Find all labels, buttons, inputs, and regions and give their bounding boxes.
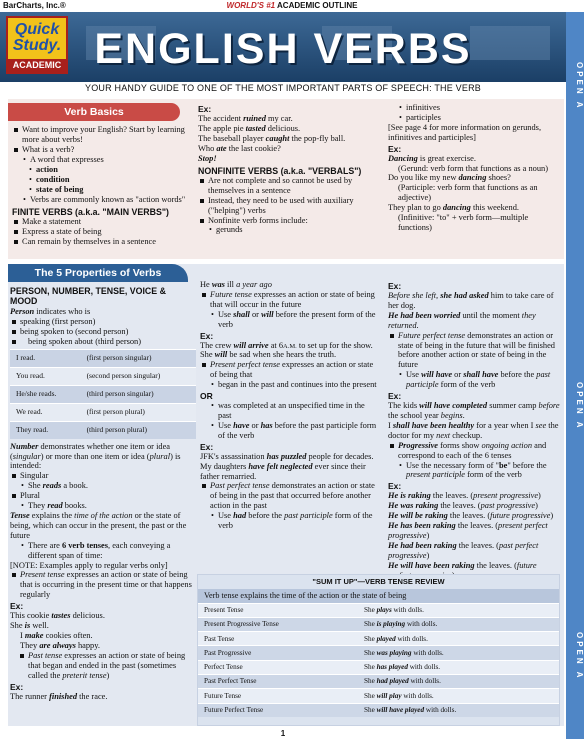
verb-basics-section (8, 99, 564, 259)
table-row: Past Perfect Tense She had played with dolls. (198, 675, 559, 689)
header-banner (0, 12, 566, 82)
example-line: The kids will have completed summer camp before the school year begins. (388, 401, 560, 420)
list-item: Future perfect tense demonstrates an action or state of being in the future that will be finished before another action or state of being in the future (388, 331, 560, 371)
example-line: They plan to go dancing this weekend. (388, 203, 519, 213)
sum-it-up-title: "SUM IT UP"—VERB TENSE REVIEW (312, 577, 445, 586)
list-item: Past tense expresses an action or state of being that began and ended in the past (sometimes called the preterit tense) (18, 651, 194, 681)
list-item: Progressive forms show ongoing action and correspond to each of the 6 tenses (388, 441, 560, 461)
quickstudy-logo: Quick Study. ACADEMIC (6, 16, 68, 74)
example-line: She will be sad when she hears the truth. (200, 350, 337, 360)
list-item: • Use had before the past participle form of the verb (200, 511, 380, 531)
example-line: He had been worried until the moment they returned. (388, 310, 536, 330)
page-title: ENGLISH VERBS (94, 25, 472, 73)
example-label: Ex: (198, 104, 212, 114)
table-row: I read. (first person singular) (10, 350, 196, 368)
example-line: The baseball player caught the pop-fly ball. (198, 133, 346, 143)
tenses-column (200, 280, 380, 531)
example-line: The apple pie tasted delicious. (198, 123, 301, 133)
table-row: Future Tense She will play with dolls. (198, 689, 559, 703)
list-item: Past perfect tense demonstrates an action or state of being in the past that occurred before another action in the past (200, 481, 380, 511)
paragraph: Person indicates who is (10, 306, 91, 316)
example-line: He is raking the leaves. (present progressive) (388, 491, 541, 501)
list-item: • A word that expresses (12, 155, 190, 165)
example-line: The crew will arrive at 6A.M. to set up for the show. (200, 340, 373, 350)
page-subtitle: YOUR HANDY GUIDE TO ONE OF THE MOST IMPORTANT PARTS OF SPEECH: THE VERB (85, 83, 481, 93)
list-item: action (36, 165, 58, 174)
list-item: Make a statement (12, 217, 190, 227)
section-heading: PERSON, NUMBER, TENSE, VOICE & MOOD (10, 286, 166, 307)
example-line: He will have been raking the leaves. (future (388, 560, 537, 570)
table-row: Perfect Tense She has played with dolls. (198, 660, 559, 674)
list-item: • Use have or has before the past participle form of the verb (200, 421, 380, 441)
example-line: He was raking the leaves. (past progressive) (388, 501, 538, 511)
table-row: They read. (third person plural) (10, 421, 196, 438)
example-label: Ex: (388, 281, 402, 291)
page-number: 1 (280, 729, 286, 738)
example-line: I shall have been healthy for a year when I see the doctor for my next checkup. (388, 420, 559, 440)
list-item: Future tense expresses an action or state of being that will occur in the future (200, 290, 380, 310)
top-bar (0, 0, 584, 12)
list-item: • Use shall or will before the present form of the verb (200, 310, 380, 330)
list-item: • There are 6 verb tenses, each conveying a different span of time: (10, 541, 194, 561)
list-item: • participles (388, 113, 560, 123)
paragraph: Tense explains the time of the action or the state of being, which can occur in the present, the past or the future (10, 511, 187, 540)
table-row: He/she reads. (third person singular) (10, 386, 196, 404)
list-item: • infinitives (388, 103, 560, 113)
list-item: condition (36, 174, 70, 184)
examples-column (198, 103, 380, 235)
example-label: Ex: (388, 481, 402, 492)
list-item: being spoken about (third person) (10, 337, 194, 347)
side-tab (566, 12, 584, 739)
list-item: state of being (36, 184, 84, 194)
table-row: We read. (first person plural) (10, 403, 196, 421)
table-row: You read. (second person singular) (10, 368, 196, 386)
sum-it-up-box (197, 574, 560, 726)
list-item: Present tense expresses an action or state of being that is occurring in the present time or that happens regularly (10, 570, 194, 600)
tagline: WORLD'S #1 ACADEMIC OUTLINE (226, 1, 358, 10)
list-item: Express a state of being (12, 227, 190, 237)
list-item: Plural (10, 491, 194, 501)
table-row: Past Tense She played with dolls. (198, 632, 559, 646)
list-item: Are not complete and so cannot be used by themselves in a sentence (198, 176, 380, 196)
list-item: Instead, they need to be used with auxiliary ("helping") verbs (198, 196, 380, 216)
example-line: JFK's assassination has puzzled people for decades. (200, 451, 374, 461)
verb-basics-heading: Verb Basics (8, 103, 180, 121)
example-line: She is well. (10, 621, 49, 631)
side-tab-label: OPEN A (575, 382, 584, 431)
example-line: Who ate the last cookie? (198, 143, 281, 153)
list-item: • was completed at an unspecified time in the past (200, 401, 380, 421)
list-item: • began in the past and continues into the present (200, 380, 380, 390)
side-tab-label: OPEN A (575, 632, 584, 681)
example-label: Ex: (200, 330, 214, 341)
example-line: This cookie tastes delicious. (10, 611, 105, 621)
example-line: (Gerund: verb form that functions as a noun) (398, 163, 549, 173)
example-line: Dancing is great exercise. (388, 153, 476, 163)
example-line: He was ill a year ago (200, 280, 272, 289)
list-item: being spoken to (second person) (10, 327, 194, 337)
note: [NOTE: Examples apply to regular verbs only] (10, 560, 168, 570)
verbals-column (388, 103, 560, 233)
list-item: Can remain by themselves in a sentence (12, 237, 190, 247)
example-line: The accident ruined my car. (198, 114, 293, 124)
table-row: Present Tense She plays with dolls. (198, 603, 559, 617)
example-line: Do you like my new dancing shoes? (388, 173, 511, 183)
table-row: Past Progressive She was playing with dolls. (198, 646, 559, 660)
list-item: What is a verb? (12, 145, 190, 155)
list-item: • Verbs are commonly known as "action words" (12, 195, 190, 205)
list-item: Present perfect tense expresses an action or state of being that (200, 360, 380, 380)
sum-it-up-subtitle: Verb tense explains the time of the action or the state of being (198, 589, 559, 603)
perfect-progressive-column (388, 280, 560, 581)
table-row: Present Progressive Tense She is playing with dolls. (198, 617, 559, 631)
note: [See page 4 for more information on gerunds, infinitives and participles] (388, 122, 542, 142)
paragraph: Number demonstrates whether one item or idea (singular) or more than one item or idea (plural) is intended: (10, 441, 181, 471)
person-table (10, 349, 196, 438)
list-item: • They read books. (10, 501, 194, 511)
example-line: He had been raking the leaves. (past perfect progressive) (388, 540, 539, 560)
example-line: He has been raking the leaves. (present perfect progressive) (388, 521, 548, 540)
list-item: • gerunds (198, 225, 380, 235)
tense-review-table (198, 603, 559, 718)
list-item: • Use the necessary form of "be" before the present participle form of the verb (388, 461, 560, 481)
section-heading: FINITE VERBS (a.k.a. "MAIN VERBS") (12, 206, 169, 217)
verb-basics-column (8, 103, 194, 247)
example-label: Ex: (10, 601, 24, 612)
example-line: (Participle: verb form that functions as an adjective) (398, 183, 538, 203)
example-line: The runner finished the race. (10, 691, 108, 701)
list-item: • Use will have or shall have before the past participle form of the verb (388, 370, 560, 390)
side-tab-label: OPEN A (575, 62, 584, 111)
list-item: Singular (10, 471, 194, 481)
properties-column (8, 264, 196, 701)
example-line: (Infinitive: "to" + verb form—multiple functions) (398, 213, 529, 232)
example-line: Stop! (198, 153, 217, 163)
list-item: speaking (first person) (10, 317, 194, 327)
example-line: My daughters have felt neglected ever since their father remarried. (200, 461, 366, 481)
example-label: Ex: (200, 441, 214, 452)
example-label: Ex: (10, 681, 24, 692)
example-line: They are always happy. (20, 640, 100, 650)
list-item: • She reads a book. (10, 481, 194, 491)
example-line: He will be raking the leaves. (future progressive) (388, 511, 554, 521)
section-heading: NONFINITE VERBS (a.k.a. "VERBALS") (198, 165, 362, 176)
list-item: Nonfinite verb forms include: (198, 216, 380, 226)
or-label: OR (200, 391, 213, 402)
publisher: BarCharts, Inc.® (3, 1, 66, 10)
list-item: Want to improve your English? Start by learning more about verbs! (12, 125, 190, 145)
table-row: Future Perfect Tense She will have played with dolls. (198, 703, 559, 717)
properties-heading: The 5 Properties of Verbs (8, 264, 188, 282)
example-line: Before she left, she had asked him to take care of her dog. (388, 291, 554, 310)
example-line: I make cookies often. (20, 630, 93, 640)
example-label: Ex: (388, 143, 402, 154)
example-label: Ex: (388, 391, 402, 402)
